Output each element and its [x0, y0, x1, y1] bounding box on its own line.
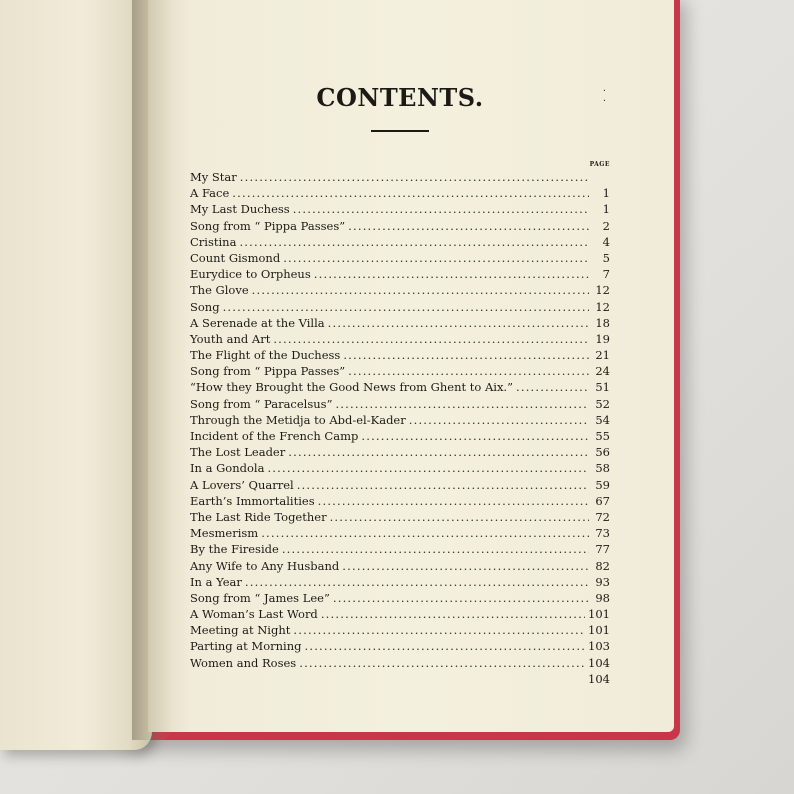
toc-entry-page: 58	[595, 461, 610, 476]
toc-entry	[190, 169, 610, 185]
dot-leader	[314, 266, 589, 282]
toc-entry-title: Youth and Art	[190, 331, 271, 346]
toc-entry-page: 12	[595, 283, 610, 298]
toc-entry-page: 18	[595, 315, 610, 330]
toc-entry	[190, 541, 610, 557]
toc-entry-page: 2	[602, 218, 610, 233]
toc-entry	[190, 315, 610, 331]
toc-entry-page: 7	[602, 267, 610, 282]
toc-entry-title: Count Gismond	[190, 250, 281, 265]
toc-entry-title: By the Fireside	[190, 542, 279, 557]
toc-entry	[190, 234, 610, 250]
toc-entry	[190, 185, 610, 201]
toc-entry	[190, 201, 610, 217]
toc-entry-page: 59	[595, 477, 610, 492]
toc-entry-title: In a Year	[190, 574, 242, 589]
toc-entry	[190, 363, 610, 379]
toc-entry	[190, 525, 610, 541]
dot-leader	[318, 493, 589, 509]
left-page	[0, 0, 152, 750]
title-rule	[371, 130, 429, 132]
toc-entry-page: 52	[595, 396, 610, 411]
toc-entry-page: 1	[602, 186, 610, 201]
toc-entry-title: In a Gondola	[190, 461, 265, 476]
dot-leader	[321, 606, 585, 622]
ink-speck: · ·	[602, 86, 607, 105]
toc-entry-page: 51	[595, 380, 610, 395]
toc-entry-page: 55	[595, 429, 610, 443]
toc-entry	[190, 266, 610, 282]
toc-entry	[190, 558, 610, 574]
page-column-label: PAGE	[589, 161, 610, 168]
toc-entry	[190, 250, 610, 266]
toc-entry-page: 103	[588, 639, 610, 654]
toc-entry	[190, 622, 610, 638]
toc-entry-page: 54	[595, 412, 610, 427]
toc-entry-title: Incident of the French Camp	[190, 429, 359, 443]
toc-entry-title: My Star	[190, 170, 237, 184]
page-title: CONTENTS.	[316, 83, 484, 112]
dot-leader	[293, 622, 585, 638]
toc-entry	[190, 331, 610, 347]
dot-leader	[516, 379, 589, 395]
toc-entry-page: 72	[595, 509, 610, 524]
dot-leader	[409, 412, 589, 428]
dot-leader	[328, 315, 589, 331]
toc-entry-page: 21	[595, 348, 610, 363]
contents-page	[190, 80, 610, 687]
dot-leader	[232, 185, 589, 201]
toc-entry-title: A Face	[190, 186, 230, 201]
toc-entry-page: 101	[588, 607, 610, 622]
dot-leader	[348, 363, 589, 379]
toc-entry-page: 73	[595, 526, 610, 541]
toc-entry	[190, 574, 610, 590]
toc-entry-title: The Last Ride Together	[190, 509, 327, 524]
toc-entry-title: Meeting at Night	[190, 623, 291, 638]
dot-leader	[330, 509, 589, 525]
toc-entry	[190, 412, 610, 428]
toc-entry-page: 101	[588, 623, 610, 638]
toc-entry-title: Song	[190, 299, 220, 314]
toc-entry-title: The Flight of the Duchess	[190, 348, 341, 363]
book-gutter	[132, 0, 172, 740]
dot-leader	[288, 444, 589, 460]
toc-entry-title: Song from “ James Lee”	[190, 590, 330, 605]
toc-entry-page: 104	[588, 655, 610, 670]
toc-entry-title: A Woman’s Last Word	[190, 607, 318, 622]
toc-entry-page: 56	[595, 445, 610, 460]
toc-entry-title: Cristina	[190, 234, 237, 249]
toc-entry	[190, 671, 610, 687]
dot-leader	[333, 590, 589, 606]
toc-entry	[190, 396, 610, 412]
toc-entry-title: Earth’s Immortalities	[190, 493, 315, 508]
toc-entry	[190, 299, 610, 315]
toc-entry-page: 82	[595, 558, 610, 573]
toc-entry-title: Song from “ Pippa Passes”	[190, 364, 346, 379]
toc-entry-page: 19	[595, 331, 610, 346]
toc-entry	[190, 493, 610, 509]
toc-entry	[190, 218, 610, 234]
dot-leader	[261, 525, 589, 541]
dot-leader	[335, 396, 589, 412]
dot-leader	[361, 428, 589, 444]
dot-leader	[267, 460, 589, 476]
toc-entry-page: 5	[602, 250, 610, 265]
toc-entry-title: Through the Metidja to Abd-el-Kader	[190, 412, 406, 427]
dot-leader	[299, 655, 585, 671]
toc-entry-page: 1	[602, 202, 610, 217]
toc-entry	[190, 444, 610, 460]
toc-entry	[190, 477, 610, 493]
toc-entry	[190, 638, 610, 654]
toc-entry-title: Any Wife to Any Husband	[190, 558, 340, 573]
toc-entry-page: 77	[595, 542, 610, 557]
toc-entry	[190, 282, 610, 298]
dot-leader	[297, 477, 589, 493]
toc-entry-page: 67	[595, 493, 610, 508]
toc-entry	[190, 460, 610, 476]
toc-entry-page: 24	[595, 364, 610, 379]
dot-leader	[239, 234, 589, 250]
toc-entry	[190, 347, 610, 363]
toc-entry	[190, 606, 610, 622]
toc-entry-title: Mesmerism	[190, 526, 259, 541]
toc-entry	[190, 509, 610, 525]
toc-entry	[190, 379, 610, 395]
toc-entry-title: The Lost Leader	[190, 445, 286, 460]
dot-leader	[240, 169, 589, 185]
toc-entry-page: 93	[595, 574, 610, 589]
dot-leader	[252, 282, 589, 298]
toc-entry-page: 4	[602, 234, 610, 249]
toc-entry	[190, 655, 610, 671]
dot-leader	[245, 574, 589, 590]
toc-entry	[190, 428, 610, 444]
toc-list	[190, 169, 610, 687]
toc-entry-title: A Lovers’ Quarrel	[190, 477, 294, 492]
dot-leader	[348, 218, 589, 234]
toc-entry	[190, 590, 610, 606]
toc-entry-title: A Serenade at the Villa	[190, 315, 325, 330]
dot-leader	[293, 201, 589, 217]
dot-leader	[282, 541, 589, 557]
dot-leader	[273, 331, 589, 347]
toc-entry-title: Song from “ Pippa Passes”	[190, 218, 346, 233]
dot-leader	[283, 250, 589, 266]
dot-leader	[343, 347, 589, 363]
dot-leader	[342, 558, 589, 574]
dot-leader	[223, 299, 589, 315]
toc-entry-title: Parting at Morning	[190, 639, 302, 654]
toc-entry-page: 12	[595, 299, 610, 314]
toc-entry-page: 104	[588, 671, 610, 686]
toc-entry-title: Song from “ Paracelsus”	[190, 396, 333, 411]
toc-entry-title: The Glove	[190, 283, 249, 298]
dot-leader	[304, 638, 585, 654]
toc-entry-title: My Last Duchess	[190, 202, 290, 217]
toc-entry-title: Women and Roses	[190, 655, 297, 670]
toc-entry-title: “How they Brought the Good News from Ghent to Aix.”	[190, 380, 513, 395]
toc-entry-page: 98	[595, 590, 610, 605]
toc-entry-title: Eurydice to Orpheus	[190, 267, 311, 282]
